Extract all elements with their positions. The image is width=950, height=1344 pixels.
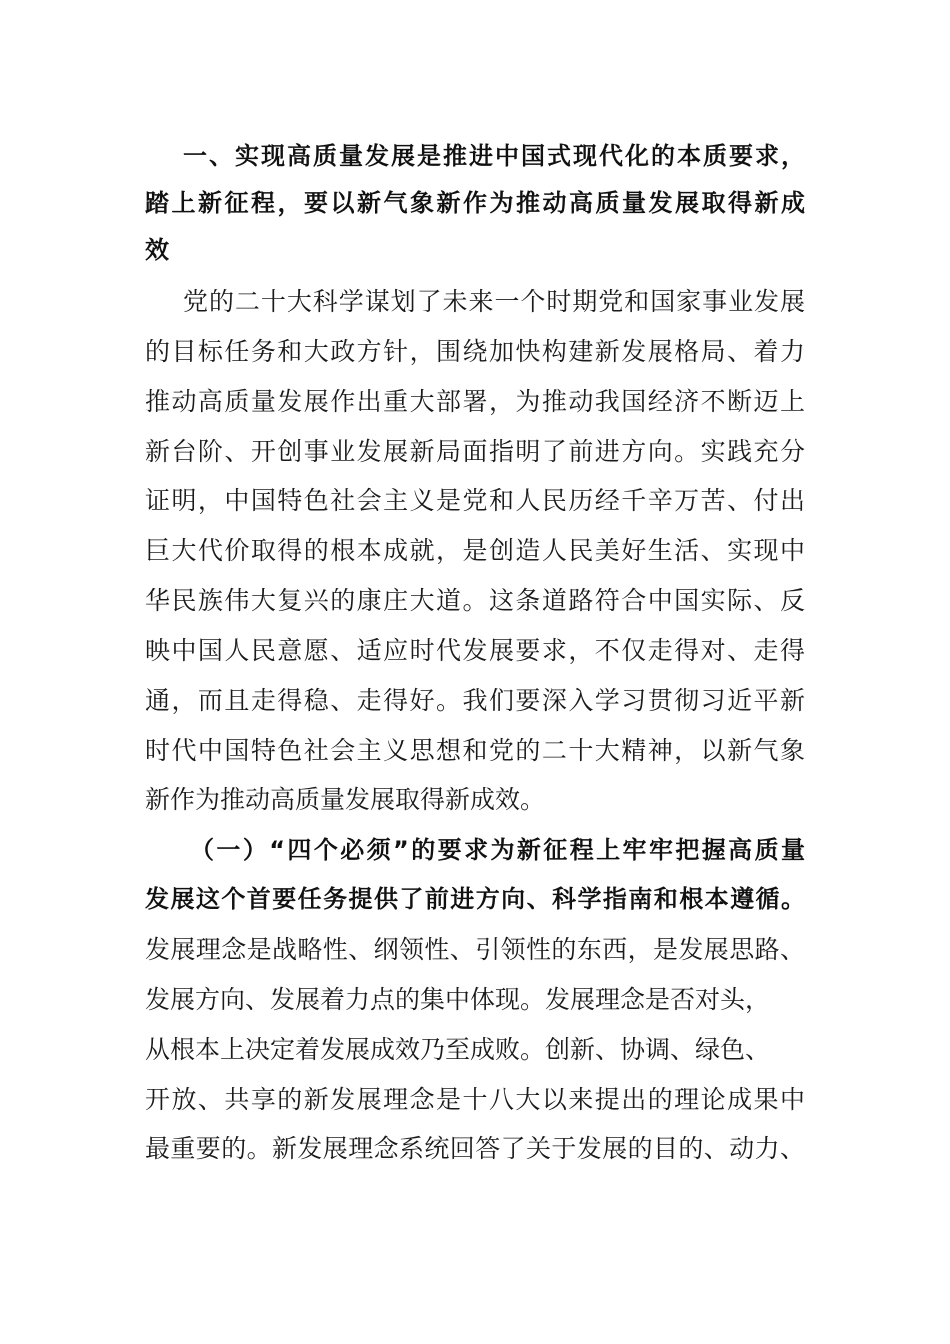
paragraph-2-line-1: 发展理念是战略性、纲领性、引领性的东西，是发展思路、 <box>145 935 805 964</box>
paragraph-1-line-7: 华民族伟大复兴的康庄大道。这条道路符合中国实际、反 <box>145 586 805 615</box>
heading-1-line-2: 踏上新征程，要以新气象新作为推动高质量发展取得新成 <box>145 189 805 217</box>
paragraph-1-line-2: 的目标任务和大政方针，围绕加快构建新发展格局、着力 <box>145 337 805 366</box>
paragraph-2-line-3: 从根本上决定着发展成效乃至成败。创新、协调、绿色、 <box>145 1035 771 1064</box>
paragraph-2-line-5: 最重要的。新发展理念系统回答了关于发展的目的、动力、 <box>145 1134 805 1163</box>
paragraph-1-line-3: 推动高质量发展作出重大部署，为推动我国经济不断迈上 <box>145 387 805 416</box>
paragraph-1-line-5: 证明，中国特色社会主义是党和人民历经千辛万苦、付出 <box>145 486 805 515</box>
heading-2-line-2: 发展这个首要任务提供了前进方向、科学指南和根本遵循。 <box>145 885 805 913</box>
paragraph-1-line-11: 新作为推动高质量发展取得新成效。 <box>145 785 546 814</box>
paragraph-1-line-8: 映中国人民意愿、适应时代发展要求，不仅走得对、走得 <box>145 636 805 665</box>
paragraph-2-line-4: 开放、共享的新发展理念是十八大以来提出的理论成果中 <box>145 1085 805 1114</box>
paragraph-1-line-6: 巨大代价取得的根本成就，是创造人民美好生活、实现中 <box>145 536 805 565</box>
paragraph-1-line-1: 党的二十大科学谋划了未来一个时期党和国家事业发展 <box>183 287 805 316</box>
paragraph-1-line-10: 时代中国特色社会主义思想和党的二十大精神，以新气象 <box>145 736 805 765</box>
paragraph-1-line-9: 通，而且走得稳、走得好。我们要深入学习贯彻习近平新 <box>145 686 805 715</box>
paragraph-2-line-2: 发展方向、发展着力点的集中体现。发展理念是否对头， <box>145 985 771 1014</box>
heading-1-line-1: 一、实现高质量发展是推进中国式现代化的本质要求， <box>183 142 805 170</box>
heading-1-line-3: 效 <box>145 236 169 264</box>
paragraph-1-line-4: 新台阶、开创事业发展新局面指明了前进方向。实践充分 <box>145 437 805 466</box>
heading-2-line-1: （一）“四个必须”的要求为新征程上牢牢把握高质量 <box>190 836 805 864</box>
